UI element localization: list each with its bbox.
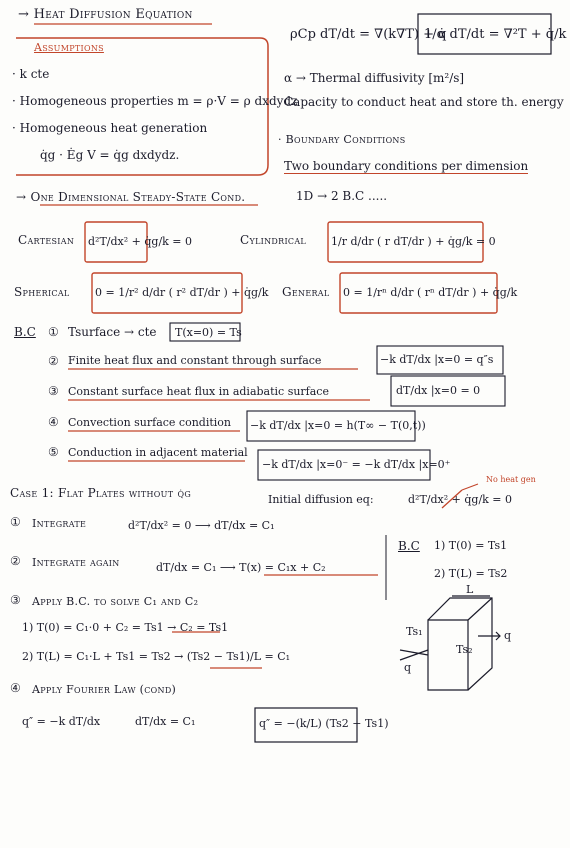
step-label: Apply B.C. to solve C₁ and C₂: [32, 595, 199, 608]
bc-num: ①: [48, 325, 59, 339]
boundary-title: · Boundary Conditions: [278, 133, 406, 146]
case1-title: Case 1: Flat Plates without q̇g: [10, 486, 192, 500]
assumption-item: q̇g · Ėg V = q̇g dxdydz.: [40, 148, 180, 162]
step-label: Apply Fourier Law (cond): [32, 683, 177, 696]
diagram-length-label: L: [466, 583, 474, 596]
bc-text: Convection surface condition: [68, 416, 232, 429]
assumptions-label: Assumptions: [34, 41, 104, 54]
heat-equation: ρCp dT/dt = ∇(k∇T) + q̇: [290, 27, 447, 42]
step-equation: d²T/dx² = 0 ⟶ dT/dx = C₁: [128, 519, 275, 532]
step-label: Integrate again: [32, 556, 120, 569]
general-equation: 0 = 1/rⁿ d/dr ( rⁿ dT/dr ) + q̇g/k: [343, 286, 518, 299]
side-bc-c1: 1) T(0) = Ts1: [434, 539, 508, 552]
initial-equation: d²T/dx² + q̇g/k = 0: [408, 493, 513, 506]
cylindrical-label: Cylindrical: [240, 233, 307, 247]
diagram-ts1-label: Ts₁: [406, 625, 423, 638]
diagram-q-in: q: [404, 661, 412, 674]
spherical-label: Spherical: [14, 285, 70, 299]
fourier-boxed: q″ = −(k/L) (Ts2 − Ts1): [259, 717, 389, 730]
bc-eq: −k dT/dx |x=0 = q″s: [380, 353, 494, 366]
step-num: ④: [10, 681, 21, 695]
bc-text: Tsurface → cte: [68, 325, 157, 339]
bc-text: Constant surface heat flux in adiabatic surface: [68, 385, 329, 398]
alpha-description: Capacity to conduct heat and store th. energy: [284, 95, 564, 109]
heat-equation-boxed: 1/α dT/dt = ∇²T + q̇/k: [424, 27, 567, 42]
bc-num: ③: [48, 384, 59, 398]
assumption-item: · Homogeneous heat generation: [12, 121, 208, 135]
one-dim-title: → One Dimensional Steady-State Cond.: [16, 190, 246, 204]
step-label: Integrate: [32, 517, 87, 530]
apply-line2: 2) T(L) = C₁·L + Ts1 = Ts2 → (Ts2 − Ts1)/L = C₁: [22, 650, 291, 663]
step-num: ③: [10, 593, 21, 607]
no-heat-note: No heat gen: [486, 475, 536, 484]
alpha-definition: α → Thermal diffusivity [m²/s]: [284, 71, 465, 85]
bc-num: ②: [48, 354, 59, 368]
page-title: → Heat Diffusion Equation: [18, 7, 193, 22]
general-label: General: [282, 285, 330, 299]
bc-text: Finite heat flux and constant through surface: [68, 354, 322, 367]
fourier-eq2: dT/dx = C₁: [135, 715, 196, 728]
cartesian-equation: d²T/dx² + q̇g/k = 0: [88, 235, 193, 248]
bc-eq: T(x=0) = Ts: [175, 326, 242, 339]
side-bc-c2: 2) T(L) = Ts2: [434, 567, 508, 580]
assumption-item: · k cte: [12, 67, 50, 81]
diagram-q-out: q: [504, 629, 512, 642]
step-num: ②: [10, 554, 21, 568]
fourier-eq1: q″ = −k dT/dx: [22, 715, 101, 728]
bc-num: ⑤: [48, 445, 59, 459]
cartesian-label: Cartesian: [18, 233, 75, 247]
step-equation: dT/dx = C₁ ⟶ T(x) = C₁x + C₂: [156, 561, 326, 574]
bc-label: B.C: [14, 325, 36, 339]
cylindrical-equation: 1/r d/dr ( r dT/dr ) + q̇g/k = 0: [331, 235, 496, 248]
boundary-line2: 1D → 2 B.C .....: [296, 189, 388, 203]
diagram-ts2-label: Ts₂: [456, 643, 473, 656]
initial-label: Initial diffusion eq:: [268, 493, 374, 506]
assumption-item: · Homogeneous properties m = ρ·V = ρ dxdydz: [12, 94, 298, 108]
step-num: ①: [10, 515, 21, 529]
bc-eq: dT/dx |x=0 = 0: [396, 384, 481, 397]
apply-line1: 1) T(0) = C₁·0 + C₂ = Ts1 → C₂ = Ts1: [22, 621, 229, 634]
bc-eq: −k dT/dx |x=0⁻ = −k dT/dx |x=0⁺: [262, 458, 451, 471]
side-bc-label: B.C: [398, 539, 420, 553]
bc-text: Conduction in adjacent material: [68, 446, 248, 459]
bc-eq: −k dT/dx |x=0 = h(T∞ − T(0,t)): [250, 419, 426, 432]
bc-num: ④: [48, 415, 59, 429]
spherical-equation: 0 = 1/r² d/dr ( r² dT/dr ) + q̇g/k: [95, 286, 269, 299]
boundary-line1: Two boundary conditions per dimension: [284, 159, 529, 173]
